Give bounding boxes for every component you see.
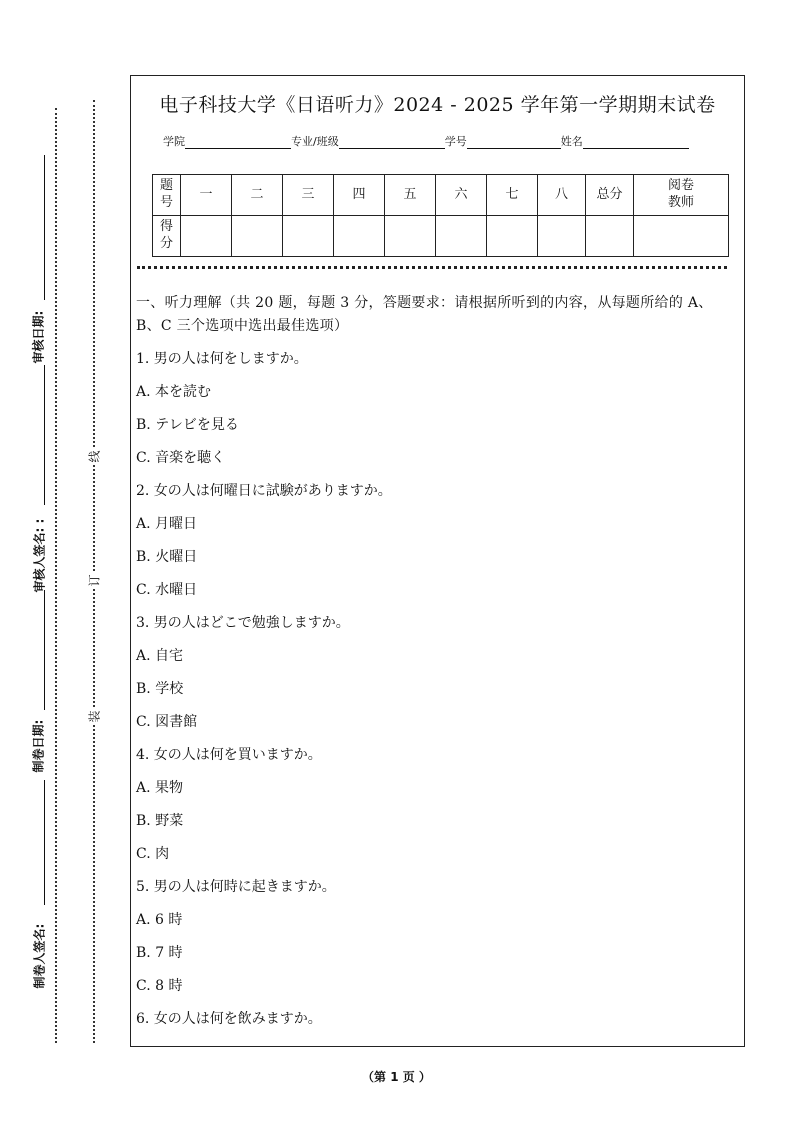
score-cell[interactable] [385,216,436,257]
section-heading: 一、听力理解（共 20 题，每题 3 分，答题要求：请根据所听到的内容，从每题所给的 A、B、C 三个选项中选出最佳选项） [136,295,713,334]
dotted-separator [137,266,727,269]
question-line: 1. 男の人は何をしますか。 [136,351,308,367]
bind-char-bind: 装 [87,710,102,723]
page-number: （第 1 页 ） [362,1070,431,1084]
student-info-row [163,133,689,149]
col-6: 六 [436,175,487,216]
major-class-blank[interactable] [339,136,445,149]
reviewer-sign-line [44,365,45,505]
option-line: C. 音楽を聴く [136,450,226,466]
bind-char-staple: 订 [87,574,102,587]
bind-char-line: 线 [87,450,102,463]
college-label: 学院 [163,135,185,148]
option-line: A. 月曜日 [136,516,198,532]
student-id-label: 学号 [444,135,467,148]
question-line: 2. 女の人は何曜日に試験がありますか。 [136,483,392,499]
col-2: 二 [232,175,283,216]
score-cell[interactable] [436,216,487,257]
score-table [152,174,729,257]
option-line: A. 6 時 [136,912,183,928]
question-line: 6. 女の人は何を飲みますか。 [136,1011,322,1027]
review-date-label: 审核日期: [31,310,46,364]
option-line: B. テレビを見る [136,417,239,433]
option-line: A. 本を読む [136,384,212,400]
question-line: 4. 女の人は何を買いますか。 [136,747,322,763]
student-id-blank[interactable] [467,136,561,149]
name-blank[interactable] [583,136,689,149]
exam-frame [130,75,745,1047]
review-date-line [44,155,45,300]
score-cell[interactable] [538,216,586,257]
score-cell[interactable] [283,216,334,257]
option-line: B. 学校 [136,681,184,697]
score-cell[interactable] [334,216,385,257]
col-5: 五 [385,175,436,216]
option-line: A. 果物 [136,780,184,796]
score-cell[interactable] [181,216,232,257]
score-cell[interactable] [487,216,538,257]
option-line: C. 肉 [136,846,170,862]
college-blank[interactable] [185,136,291,149]
option-line: B. 野菜 [136,813,184,829]
reviewer-cell[interactable] [634,216,729,257]
score-total-cell[interactable] [586,216,634,257]
make-date-line [44,590,45,710]
option-line: C. 水曜日 [136,582,198,598]
question-line: 3. 男の人はどこで勉強しますか。 [136,615,350,631]
score-table-header-row [153,175,729,216]
question-line: 5. 男の人は何時に起きますか。 [136,879,336,895]
reviewer-header: 阅卷 教师 [634,175,729,216]
col-total: 总分 [586,175,634,216]
inner-dotted-line [55,108,57,1043]
major-class-label: 专业/班级 [291,135,339,148]
score-table-score-row [153,216,729,257]
option-line: B. 7 時 [136,945,183,961]
option-line: B. 火曜日 [136,549,198,565]
col-1: 一 [181,175,232,216]
score-cell[interactable] [232,216,283,257]
col-4: 四 [334,175,385,216]
maker-sign-label: 制卷人签名: [32,923,47,989]
option-line: A. 自宅 [136,648,184,664]
col-8: 八 [538,175,586,216]
question-number-header: 题 号 [153,175,181,216]
option-line: C. 図書館 [136,714,198,730]
option-line: C. 8 時 [136,978,183,994]
make-date-label: 制卷日期: [31,719,46,773]
reviewer-sign-label: 审核人签名: : [32,518,47,593]
col-7: 七 [487,175,538,216]
col-3: 三 [283,175,334,216]
maker-sign-line [44,780,45,905]
question-content [136,292,736,1031]
score-header: 得 分 [153,216,181,257]
exam-title: 电子科技大学《日语听力》2024 - 2025 学年第一学期期末试卷 [159,94,716,116]
name-label: 姓名 [560,135,583,148]
cut-dotted-line [93,100,95,1043]
